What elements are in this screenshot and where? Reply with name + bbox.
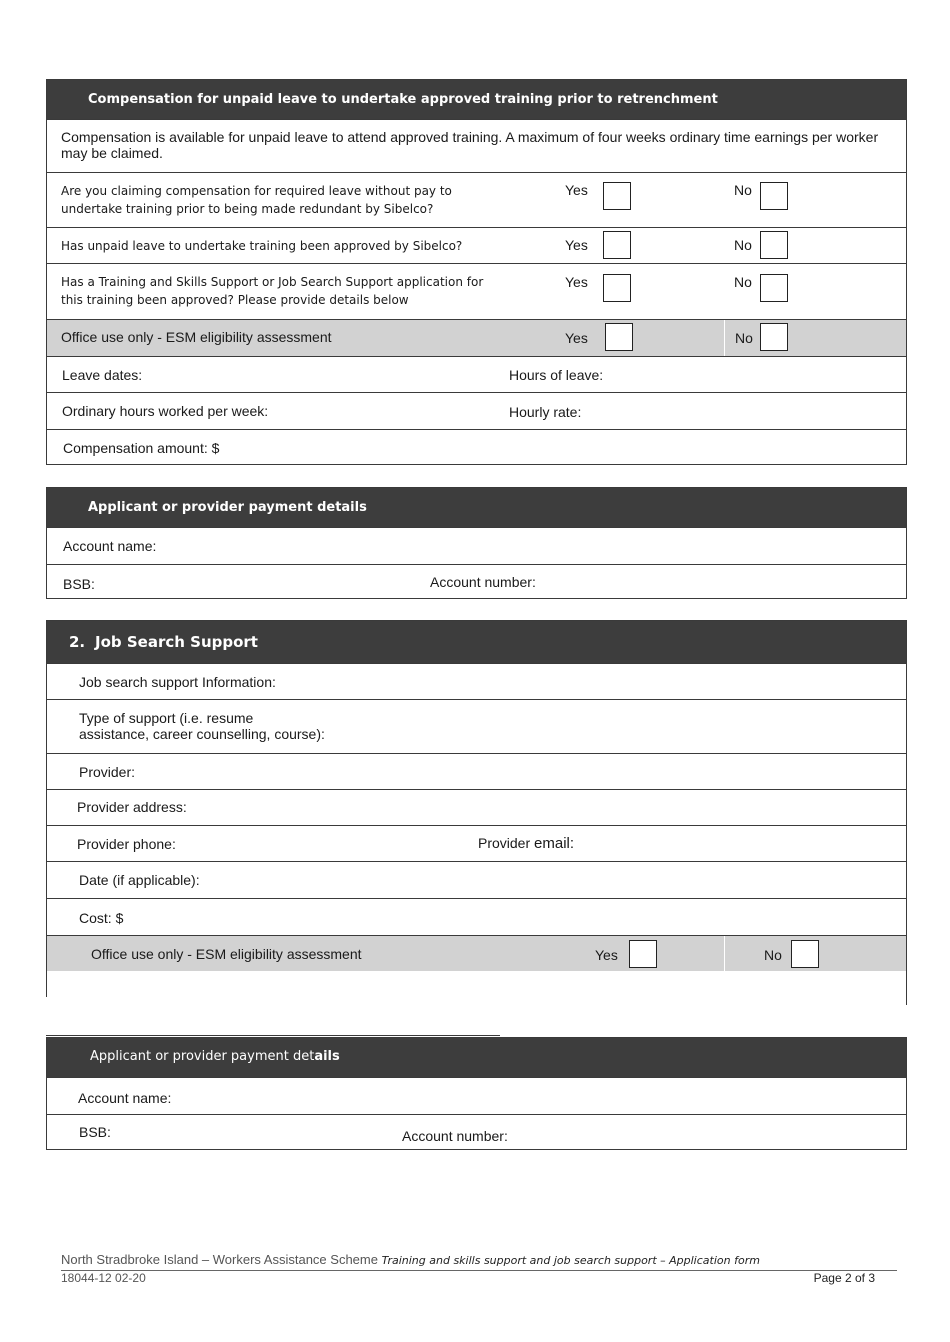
support-type-label-line2: assistance, career counselling, course): — [79, 726, 325, 742]
payment-title: Applicant or provider payment details — [88, 500, 367, 515]
payment-section — [46, 1037, 907, 1150]
office-use-row — [47, 935, 906, 971]
account-name-row — [47, 527, 906, 564]
page-number: Page 2 of 3 — [813, 1271, 875, 1285]
provider-contact-row — [47, 825, 906, 861]
compensation-intro-row — [47, 119, 906, 172]
hours-row — [47, 392, 906, 429]
yes-checkbox[interactable] — [605, 323, 633, 351]
no-checkbox[interactable] — [791, 940, 819, 968]
hourly-rate-label: Hourly rate: — [509, 404, 582, 420]
cost-label: Cost: $ — [79, 910, 124, 926]
account-name-label: Account name: — [78, 1090, 172, 1106]
no-label: No — [734, 237, 752, 253]
yes-checkbox[interactable] — [603, 182, 631, 210]
job-search-info-row — [47, 663, 906, 699]
office-use-label: Office use only - ESM eligibility assessment — [91, 946, 362, 962]
provider-label: Provider: — [79, 764, 136, 780]
job-search-title: Job Search Support — [95, 633, 258, 651]
footer-code: 18044-12 02-20 — [61, 1271, 146, 1285]
payment-header — [47, 488, 906, 527]
bsb-row — [47, 1114, 906, 1150]
compensation-header — [47, 80, 906, 119]
divider — [46, 969, 47, 997]
yes-label: Yes — [595, 947, 618, 963]
date-label: Date (if applicable): — [79, 872, 200, 888]
provider-email-label — [478, 835, 574, 852]
footer-form-title: Training and skills support and job search support – Application form — [381, 1254, 760, 1267]
job-search-header — [47, 621, 906, 663]
question-row — [47, 172, 906, 227]
ordinary-hours-label: Ordinary hours worked per week: — [62, 403, 269, 419]
footer — [61, 1252, 897, 1288]
divider — [724, 936, 725, 971]
question-text: Has a Training and Skills Support or Job Search Support application for this training been approved? Please provide details below — [61, 275, 484, 307]
support-type-row — [47, 699, 906, 753]
job-search-info-label: Job search support Information: — [79, 674, 276, 690]
provider-phone-label: Provider phone: — [77, 836, 176, 852]
provider-address-row — [47, 789, 906, 825]
office-use-label: Office use only - ESM eligibility assessment — [61, 329, 332, 345]
payment-title-end: ails — [314, 1049, 340, 1064]
question-row — [47, 227, 906, 263]
yes-label: Yes — [565, 182, 588, 198]
no-label: No — [764, 947, 782, 963]
payment-title — [90, 1049, 340, 1064]
compensation-amount-label: Compensation amount: $ — [63, 440, 220, 456]
provider-email-prefix: Provider — [478, 835, 535, 851]
yes-label: Yes — [565, 330, 588, 346]
divider — [46, 1035, 500, 1036]
footer-rule — [61, 1270, 897, 1271]
compensation-section — [46, 79, 907, 465]
support-type-label-line1: Type of support (i.e. resume — [79, 710, 254, 726]
question-row — [47, 263, 906, 319]
no-checkbox[interactable] — [760, 274, 788, 302]
no-label: No — [734, 274, 752, 290]
no-label: No — [734, 182, 752, 198]
compensation-title: Compensation for unpaid leave to undertake approved training prior to retrenchment — [88, 92, 718, 107]
question-text: Are you claiming compensation for required leave without pay to undertake training prior to being made redundant by Sibelco? — [61, 184, 452, 216]
footer-scheme — [61, 1252, 760, 1267]
no-checkbox[interactable] — [760, 231, 788, 259]
account-name-label: Account name: — [63, 538, 157, 554]
compensation-amount-row — [47, 429, 906, 465]
divider — [724, 320, 725, 356]
compensation-intro: Compensation is available for unpaid leave to attend approved training. A maximum of four weeks ordinary time earnings per worker may be claimed. — [61, 129, 879, 161]
account-name-row — [47, 1077, 906, 1114]
section-number: 2. — [69, 633, 86, 651]
bsb-label: BSB: — [79, 1124, 111, 1140]
no-label: No — [735, 330, 753, 346]
leave-dates-label: Leave dates: — [62, 367, 143, 383]
no-checkbox[interactable] — [760, 182, 788, 210]
account-number-label: Account number: — [430, 574, 536, 590]
payment-title-start: Applicant or provider payment det — [90, 1049, 315, 1064]
divider — [906, 969, 907, 1005]
bsb-label: BSB: — [63, 576, 95, 592]
provider-row — [47, 753, 906, 789]
yes-checkbox[interactable] — [603, 231, 631, 259]
question-text: Has unpaid leave to undertake training been approved by Sibelco? — [61, 239, 463, 253]
footer-scheme-name: North Stradbroke Island – Workers Assistance Scheme — [61, 1252, 378, 1267]
yes-label: Yes — [565, 237, 588, 253]
provider-email-suffix: email: — [534, 835, 575, 852]
cost-row — [47, 898, 906, 935]
payment-section — [46, 487, 907, 599]
hours-of-leave-label: Hours of leave: — [509, 367, 604, 383]
bsb-row — [47, 564, 906, 599]
yes-label: Yes — [565, 274, 588, 290]
yes-checkbox[interactable] — [629, 940, 657, 968]
provider-address-label: Provider address: — [77, 799, 187, 815]
no-checkbox[interactable] — [760, 323, 788, 351]
payment-header — [47, 1038, 906, 1077]
office-use-row — [47, 319, 906, 356]
leave-row — [47, 356, 906, 392]
account-number-label: Account number: — [402, 1128, 508, 1144]
yes-checkbox[interactable] — [603, 274, 631, 302]
date-row — [47, 861, 906, 898]
job-search-section — [46, 620, 907, 970]
